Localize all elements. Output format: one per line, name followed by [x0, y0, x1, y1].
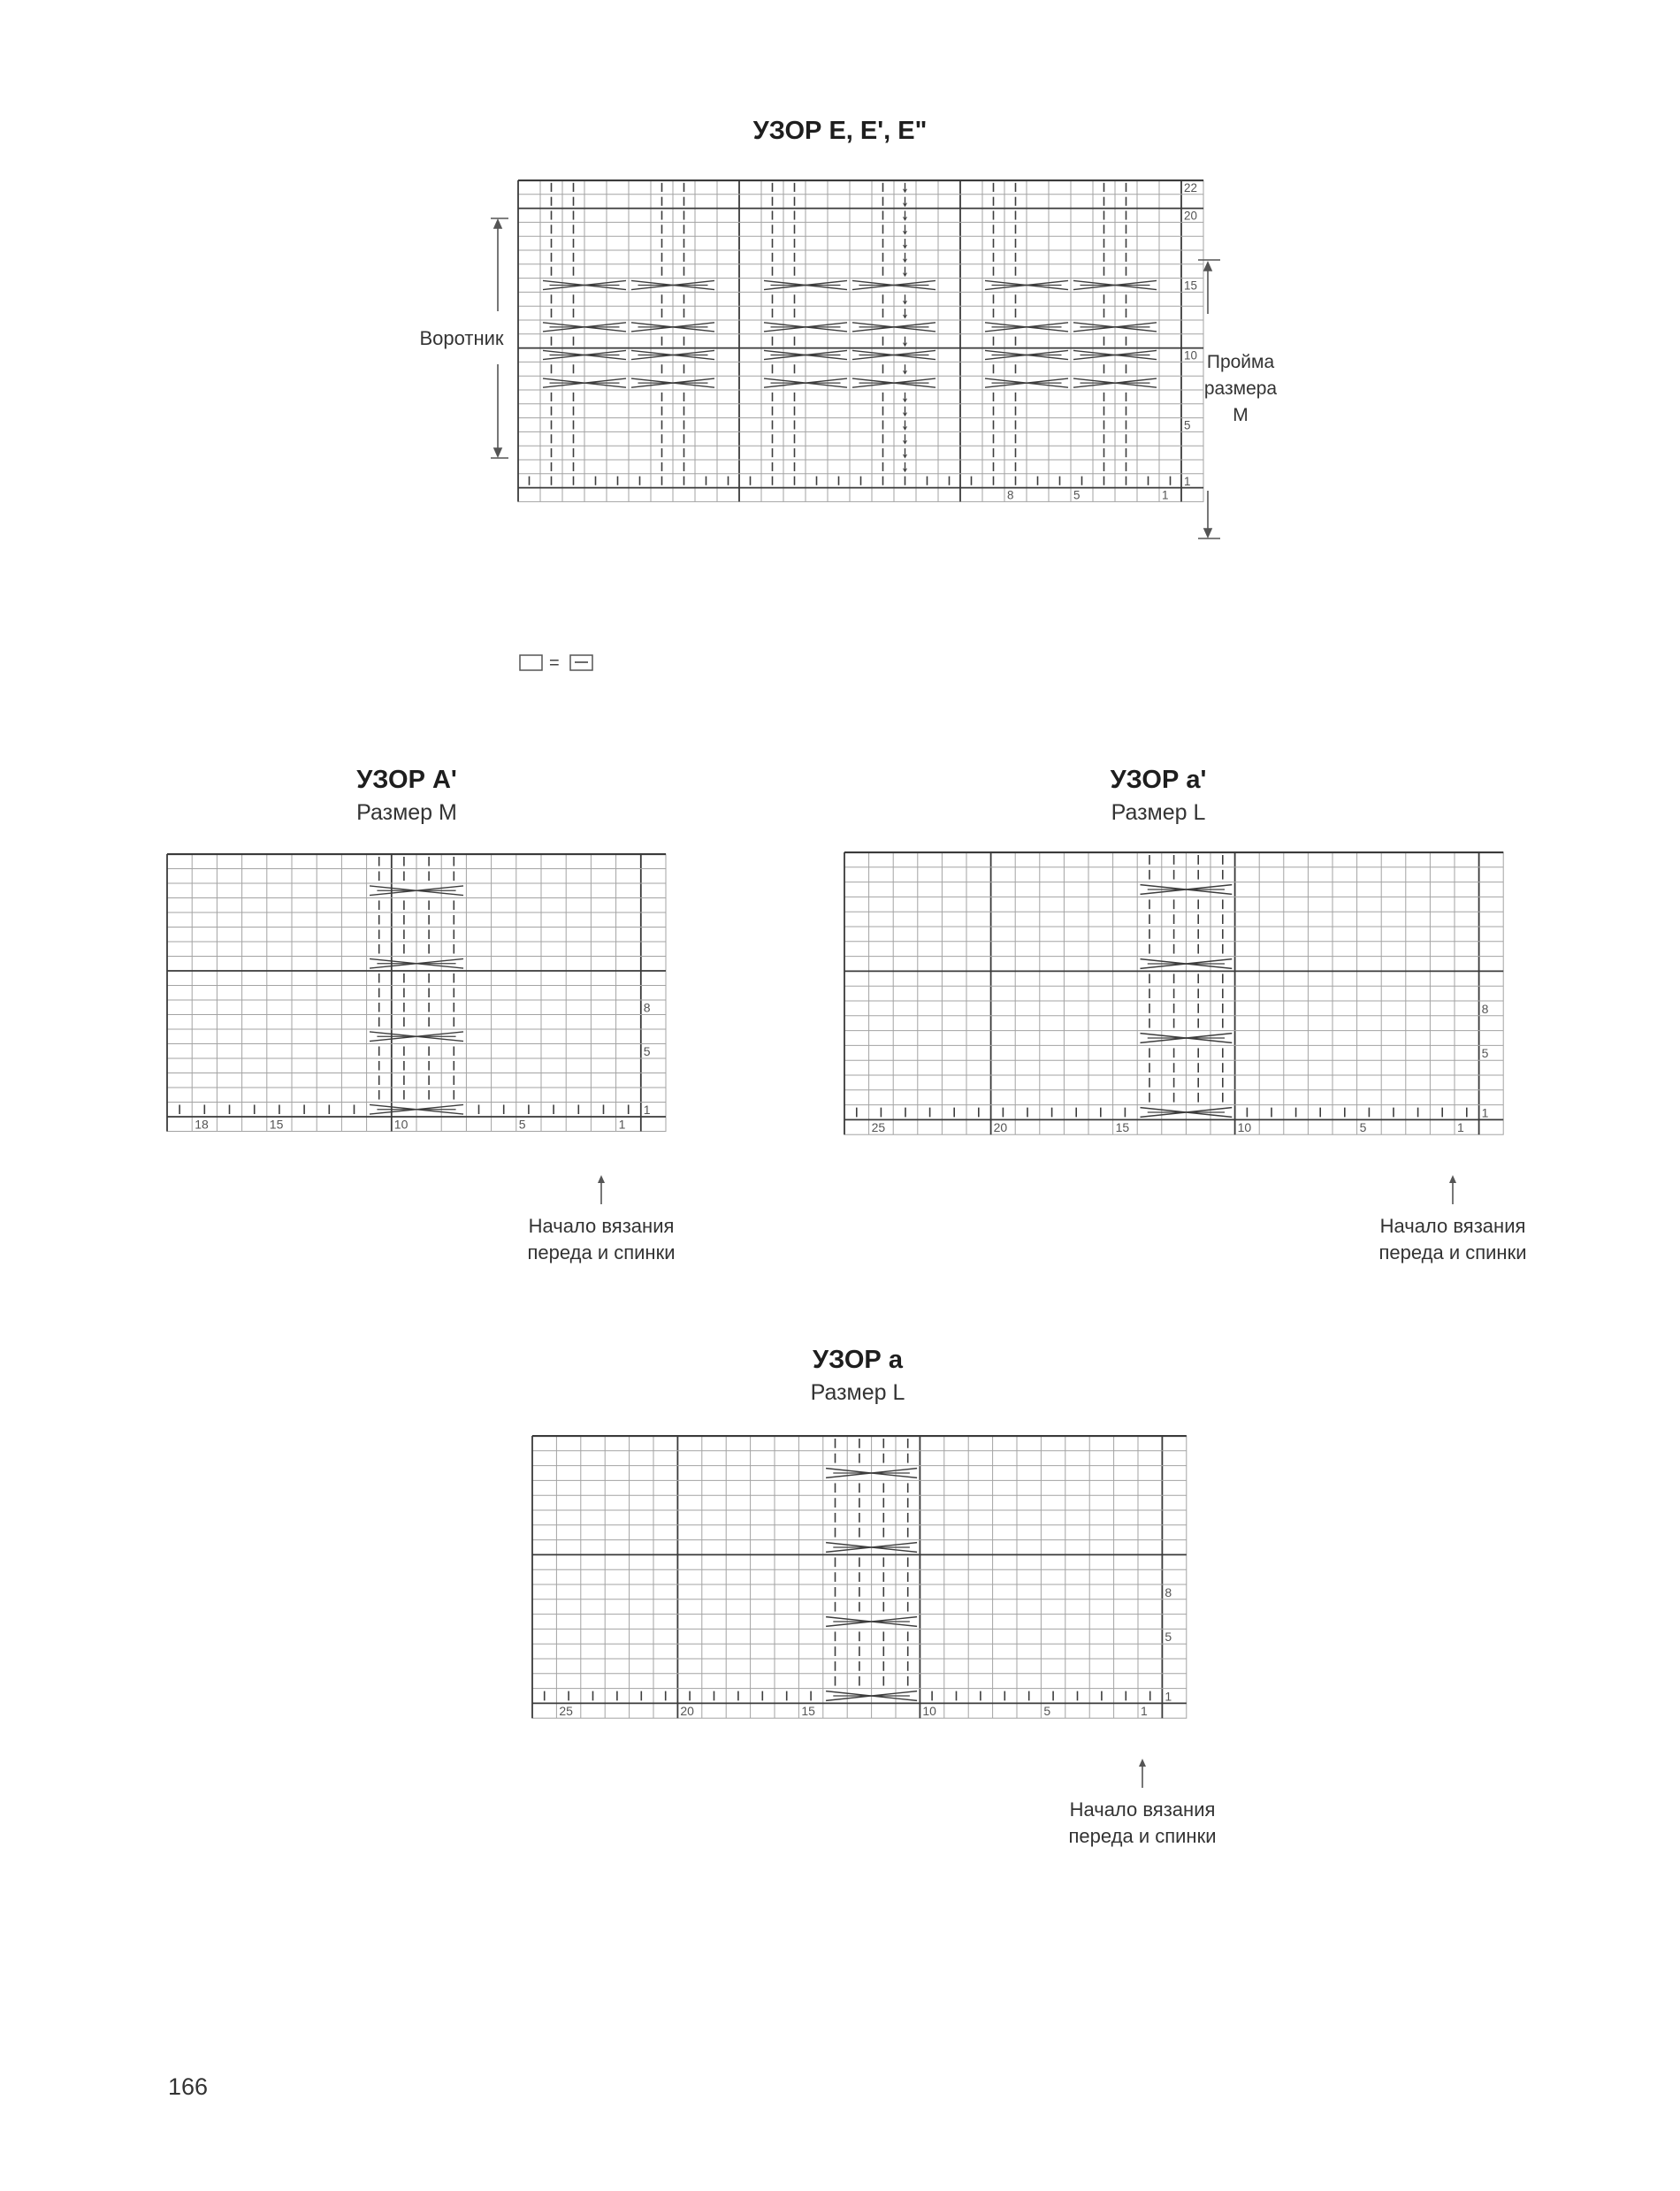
row-number-label: 22	[1184, 180, 1197, 195]
row-number-label: 5	[643, 1044, 651, 1059]
pattern-a2-start-note-line-1: Начало вязания	[1379, 1215, 1526, 1237]
column-number-label: 1	[618, 1117, 626, 1132]
pattern-a2-title: УЗОР a'	[1110, 766, 1207, 794]
pattern-a3-start-note-line-1: Начало вязания	[1069, 1798, 1216, 1821]
row-number-label: 5	[1165, 1630, 1172, 1645]
row-number-label: 20	[1184, 209, 1197, 223]
column-number-label: 5	[518, 1117, 526, 1132]
armhole-label-line-1: Пройма	[1206, 352, 1275, 372]
row-number-label: 1	[1184, 474, 1191, 488]
legend-equals: =	[549, 653, 560, 673]
column-number-label: 15	[801, 1704, 815, 1719]
column-number-label: 10	[393, 1117, 409, 1132]
column-number-label: 8	[1007, 488, 1014, 502]
row-number-label: 8	[1481, 1001, 1489, 1016]
row-number-label: 8	[643, 1000, 651, 1015]
column-number-label: 10	[1237, 1120, 1252, 1135]
pattern-a3-title: УЗОР a	[813, 1346, 903, 1374]
column-number-label: 25	[871, 1120, 886, 1135]
row-number-label: 5	[1481, 1046, 1489, 1061]
pattern-a1-start-note-line-1: Начало вязания	[528, 1215, 675, 1237]
column-number-label: 5	[1359, 1120, 1367, 1135]
armhole-label-line-2: размера	[1203, 378, 1278, 399]
column-number-label: 5	[1073, 488, 1081, 502]
row-number-label: 1	[1165, 1689, 1172, 1704]
pattern-a2-start-note-line-2: переда и спинки	[1378, 1241, 1527, 1263]
column-number-label: 25	[559, 1704, 573, 1719]
page-number: 166	[168, 2073, 209, 2100]
row-number-label: 15	[1184, 279, 1197, 293]
column-number-label: 15	[1115, 1120, 1130, 1135]
pattern-e-title: УЗОР E, E', E"	[752, 117, 928, 145]
row-number-label: 8	[1165, 1584, 1172, 1599]
pattern-a1-start-note-line-2: переда и спинки	[527, 1241, 676, 1263]
column-number-label: 1	[1162, 488, 1169, 502]
column-number-label: 1	[1457, 1120, 1464, 1135]
row-number-label: 1	[643, 1103, 651, 1118]
pattern-a3-subtitle: Размер L	[810, 1380, 905, 1405]
row-number-label: 5	[1184, 418, 1191, 432]
column-number-label: 1	[1141, 1704, 1148, 1719]
pattern-a2-subtitle: Размер L	[1111, 800, 1206, 825]
column-number-label: 20	[993, 1120, 1008, 1135]
armhole-label-line-3: M	[1233, 405, 1249, 425]
collar-label: Воротник	[419, 327, 504, 349]
pattern-a3-start-note-line-2: переда и спинки	[1068, 1825, 1217, 1847]
pattern-a3-start-note	[1032, 1797, 1253, 1850]
pattern-a1-title: УЗОР A'	[356, 766, 457, 794]
column-number-label: 18	[195, 1117, 209, 1132]
row-number-label: 10	[1184, 348, 1197, 363]
column-number-label: 10	[922, 1704, 936, 1719]
pattern-a1-subtitle: Размер M	[356, 800, 457, 825]
column-number-label: 5	[1043, 1704, 1051, 1719]
row-number-label: 1	[1481, 1105, 1489, 1120]
column-number-label: 15	[269, 1117, 284, 1132]
column-number-label: 20	[680, 1704, 694, 1719]
